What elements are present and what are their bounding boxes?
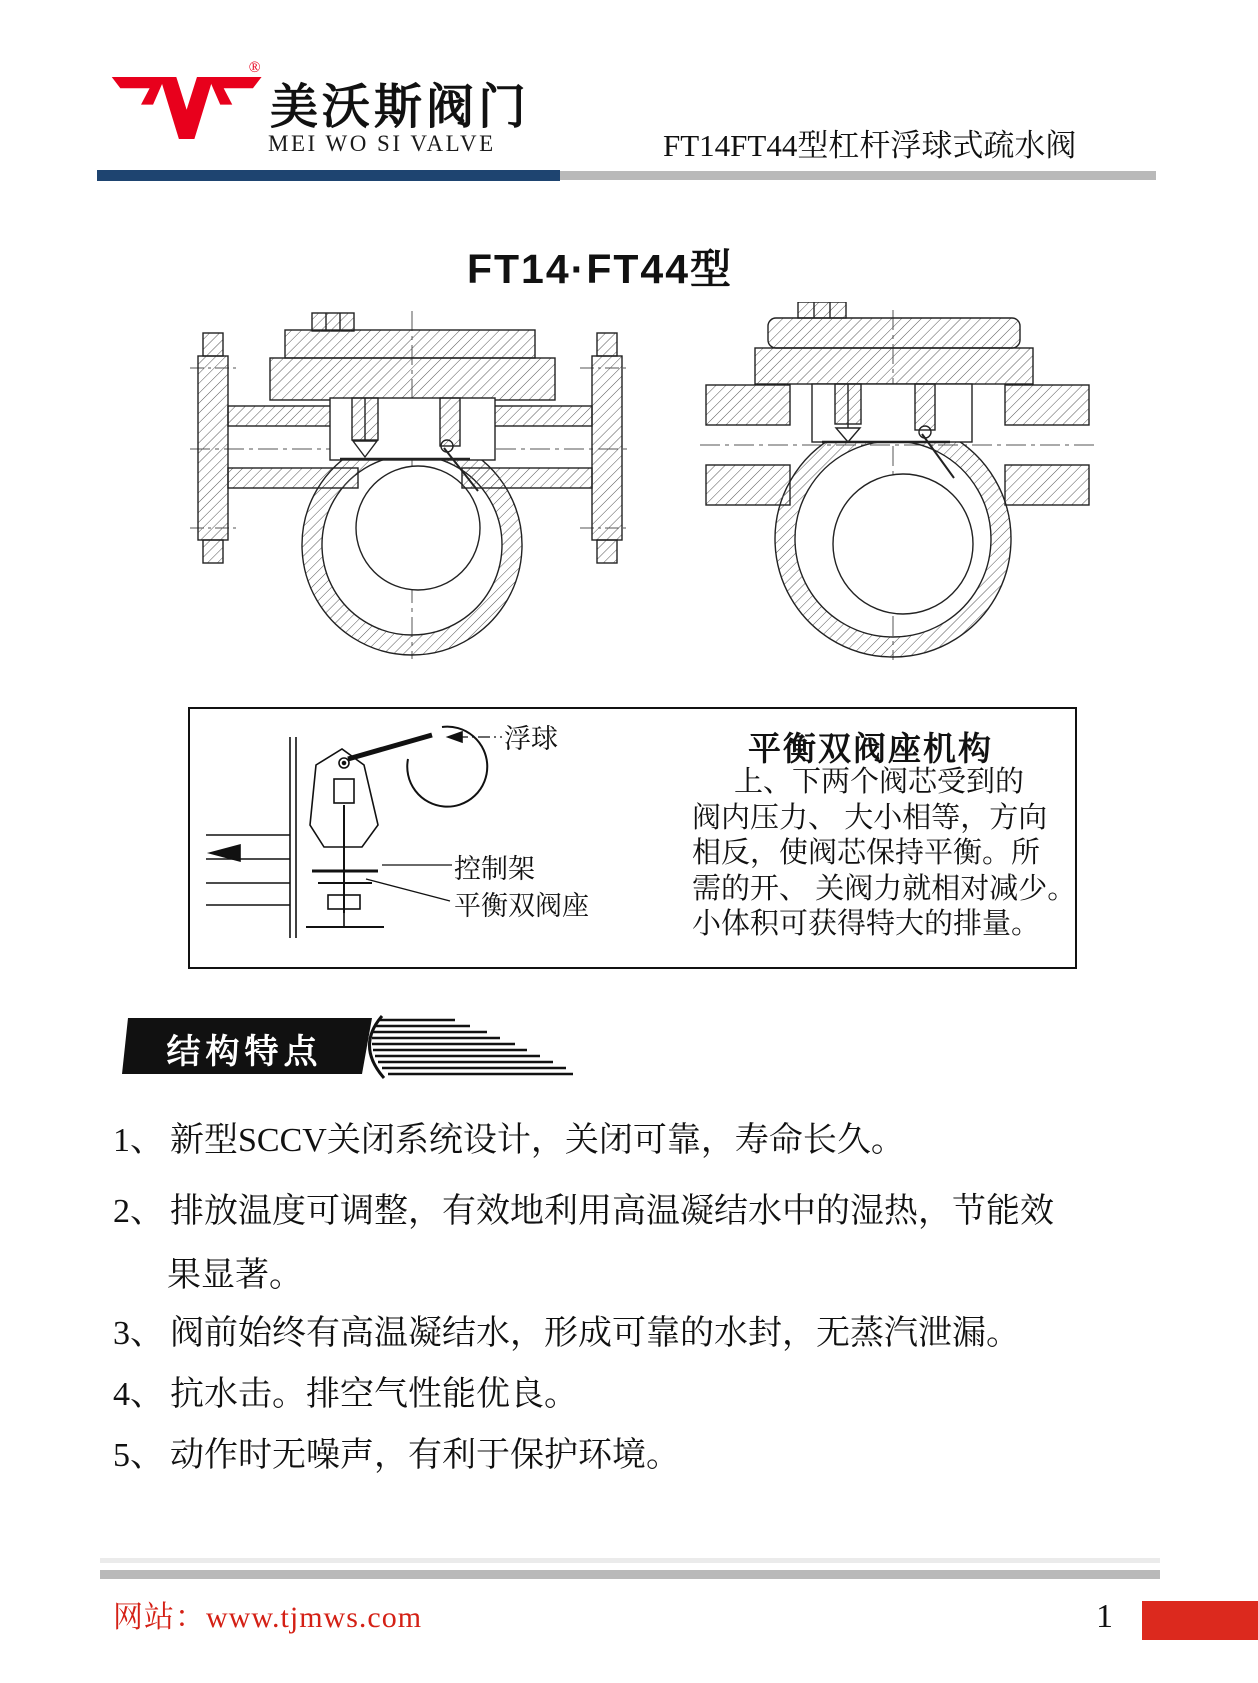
cover-bolt — [312, 313, 354, 331]
feature-text: 新型SCCV关闭系统设计，关闭可靠，寿命长久。 — [170, 1122, 905, 1159]
feature-item-1 — [113, 1112, 905, 1161]
mechanism-text-line: 阀内压力、 大小相等，方向 — [692, 801, 1048, 834]
footer-website — [113, 1592, 422, 1636]
banner-speed-lines — [372, 1020, 573, 1074]
bonnet — [755, 348, 1033, 384]
mechanism-text-line: 小体积可获得特大的排量。 — [692, 908, 1041, 940]
registered-trademark-icon: ® — [248, 58, 261, 76]
brand-name-english: MEI WO SI VALVE — [268, 131, 496, 156]
label-balanced-seat: 平衡双阀座 — [454, 891, 589, 921]
mechanism-text-line: 需的开、 关阀力就相对减少。 — [692, 872, 1077, 905]
lever-arm — [348, 735, 432, 759]
feature-text: 阀前始终有高温凝结水，形成可靠的水封，无蒸汽泄漏。 — [170, 1315, 1020, 1352]
mechanism-text-line: 上、下两个阀芯受到的 — [734, 766, 1025, 798]
bonnet — [270, 358, 555, 400]
feature-text: 排放温度可调整，有效地利用高温凝结水中的湿热，节能效 — [170, 1193, 1054, 1230]
mechanism-title: 平衡双阀座机构 — [748, 732, 993, 768]
feature-number: 5、 — [113, 1437, 164, 1474]
logo-w-mark — [112, 77, 262, 139]
label-float-ball: 浮球 — [504, 724, 558, 754]
header-divider-blue — [97, 170, 560, 181]
page-title: FT14·FT44型 — [466, 246, 734, 292]
valve-cross-section-threaded — [700, 302, 1095, 662]
top-cap — [285, 330, 535, 358]
website-label: 网站： — [113, 1601, 206, 1634]
feature-text: 抗水击。排空气性能优良。 — [170, 1376, 578, 1413]
feature-item-5 — [113, 1427, 680, 1476]
cover-bolt — [798, 302, 846, 318]
brand-logo-icon — [110, 55, 265, 155]
mechanism-text-line: 相反，使阀芯保持平衡。所 — [692, 837, 1041, 869]
top-cap — [768, 318, 1020, 348]
label-control-frame: 控制架 — [454, 854, 535, 884]
feature-item-3 — [113, 1305, 1020, 1354]
brand-name-chinese: 美沃斯阀门 — [270, 81, 531, 134]
feature-text: 动作时无噪声，有利于保护环境。 — [170, 1437, 680, 1474]
footer-divider-light — [100, 1558, 1160, 1563]
feature-number: 3、 — [113, 1315, 164, 1352]
mechanism-diagram — [194, 713, 524, 961]
section-banner-title: 结构特点 — [166, 1033, 323, 1071]
feature-number: 4、 — [113, 1376, 164, 1413]
mechanism-box — [188, 707, 1077, 969]
document-title: FT14FT44型杠杆浮球式疏水阀 — [663, 128, 1077, 163]
feature-number: 2、 — [113, 1193, 164, 1230]
left-flange — [198, 333, 228, 563]
float-ball — [833, 474, 973, 614]
footer-red-accent — [1142, 1601, 1258, 1640]
leader-arrow-icon — [448, 732, 462, 742]
feature-item-4 — [113, 1366, 578, 1415]
valve-cross-section-flanged — [190, 283, 630, 663]
website-url: www.tjmws.com — [206, 1601, 423, 1634]
feature-number: 1、 — [113, 1122, 164, 1159]
page-number: 1 — [1096, 1598, 1113, 1635]
right-flange — [592, 333, 622, 563]
mechanism-description — [692, 765, 1076, 943]
feature-item-2-continuation: 果显著。 — [167, 1257, 303, 1294]
feature-item-2 — [113, 1183, 1054, 1232]
header-divider-gray — [560, 171, 1156, 180]
footer-divider-bar — [100, 1570, 1160, 1579]
